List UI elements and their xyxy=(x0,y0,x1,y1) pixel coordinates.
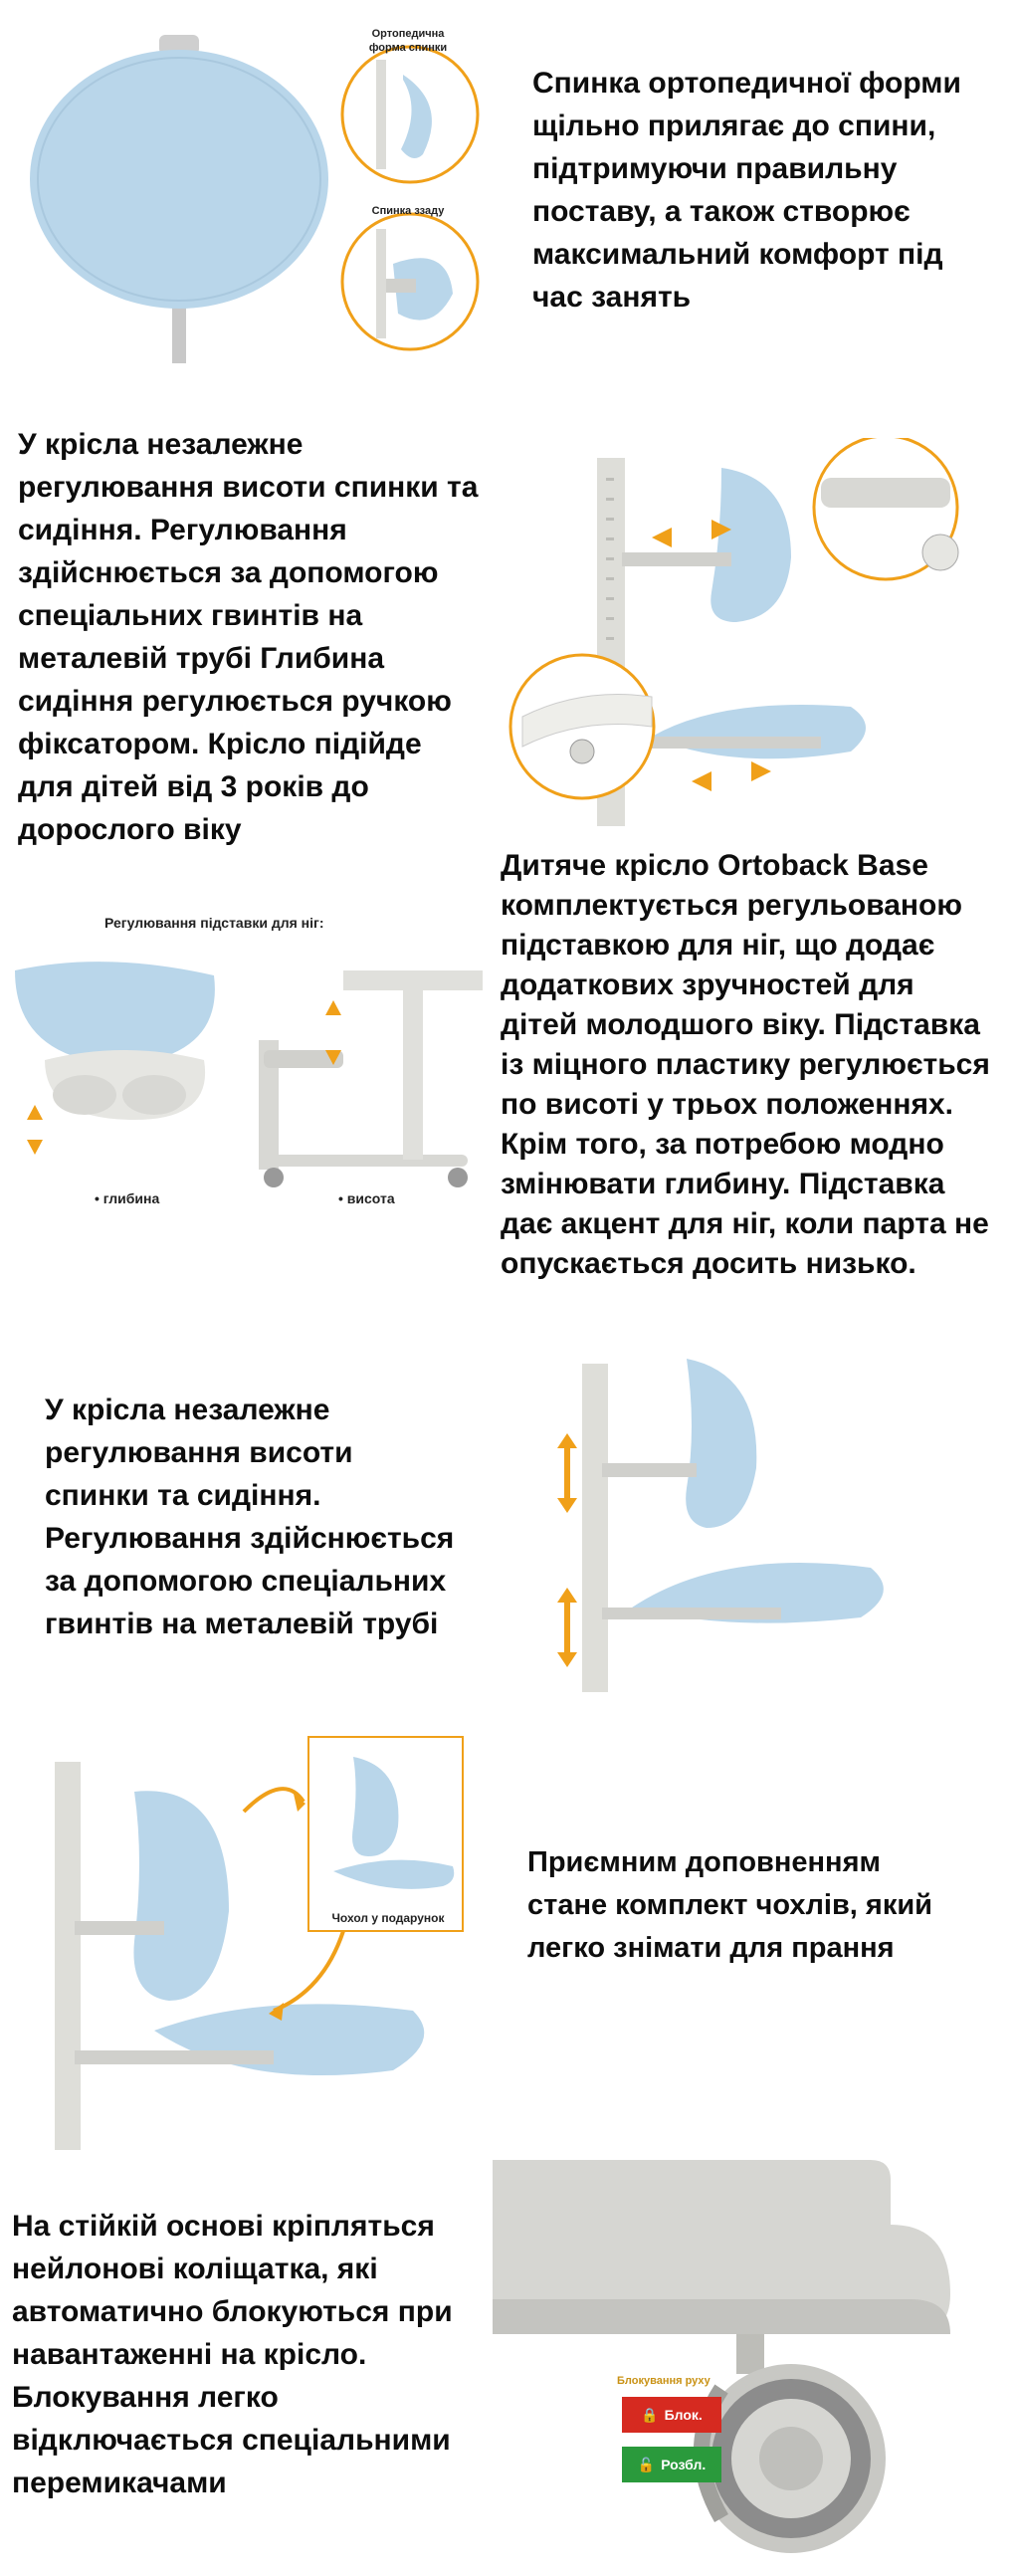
text-line: Спинка ортопедичної форми xyxy=(532,67,961,100)
text-line: фіксатором. Крісло підійде xyxy=(18,728,422,760)
wheels-image xyxy=(493,2160,1010,2568)
text-line: Блокування легко xyxy=(12,2381,279,2414)
wheels-text xyxy=(12,2205,490,2504)
covers-text xyxy=(527,1841,1005,1970)
text-line: На стійкій основі кріпляться xyxy=(12,2210,435,2243)
text-line: регулювання висоти xyxy=(45,1436,353,1469)
text-line: спеціальних гвинтів на xyxy=(18,599,363,632)
text-line: опускається досить низько. xyxy=(501,1247,916,1280)
label-height: • висота xyxy=(338,1190,395,1206)
lock-title: Блокування руху xyxy=(617,2375,710,2387)
text-line: дає акцент для ніг, коли парта не xyxy=(501,1207,989,1240)
text-line: Приємним доповненням xyxy=(527,1846,881,1878)
text-line: додаткових зручностей для xyxy=(501,968,914,1001)
caption-orthopedic: Ортопедична форма спинки xyxy=(368,28,448,54)
text-line: щільно прилягає до спини, xyxy=(532,109,936,142)
footrest-text xyxy=(501,846,1013,1284)
section-wheels xyxy=(0,2160,1015,2576)
padlock-closed-icon: 🔒 xyxy=(641,2406,659,2423)
text-line: нейлонові коліщатка, які xyxy=(12,2253,378,2285)
section-footrest xyxy=(0,846,1015,1334)
text-line: автоматично блокуються при xyxy=(12,2295,453,2328)
section-height-adjust xyxy=(0,398,1015,846)
covers-caption: Чохол у подарунок xyxy=(331,1911,445,1925)
text-line: У крісла незалежне xyxy=(18,428,304,461)
text-line: стане комплект чохлів, який xyxy=(527,1889,933,1921)
text-line: по висоті у трьох положеннях. xyxy=(501,1088,953,1121)
height-adjust-text xyxy=(18,423,496,851)
text-line: навантаженні на крісло. xyxy=(12,2338,367,2371)
section-covers xyxy=(0,1712,1015,2150)
backrest-text xyxy=(532,62,1000,319)
text-line: підставкою для ніг, що додає xyxy=(501,929,935,962)
text-line: сидіння. Регулювання xyxy=(18,514,347,546)
text-line: спинки та сидіння. xyxy=(45,1479,321,1512)
text-line: Крім того, за потребою модно xyxy=(501,1128,944,1161)
text-line: сидіння регулюється ручкою xyxy=(18,685,452,718)
label-depth: • глибина xyxy=(95,1190,160,1206)
text-line: металевій трубі Глибина xyxy=(18,642,385,675)
height-adjust-image xyxy=(503,438,1000,826)
text-line: із міцного пластику регулюється xyxy=(501,1048,990,1081)
text-line: гвинтів на металевій трубі xyxy=(45,1608,439,1640)
text-line: підтримуючи правильну xyxy=(532,152,898,185)
backrest-image xyxy=(10,15,488,373)
text-line: змінювати глибину. Підставка xyxy=(501,1168,945,1200)
text-line: відключається спеціальними xyxy=(12,2424,451,2457)
text-line: У крісла незалежне xyxy=(45,1394,330,1426)
text-line: час занять xyxy=(532,281,692,314)
lock-label: Блок. xyxy=(664,2407,703,2423)
text-line: за допомогою спеціальних xyxy=(45,1565,447,1598)
padlock-open-icon: 🔓 xyxy=(637,2456,656,2472)
text-line: поставу, а також створює xyxy=(532,195,911,228)
text-line: здійснюється за допомогою xyxy=(18,556,439,589)
screws-text xyxy=(45,1389,493,1645)
text-line: комплектується регульованою xyxy=(501,889,962,922)
text-line: легко знімати для прання xyxy=(527,1932,895,1964)
text-line: для дітей від 3 років до xyxy=(18,770,369,803)
caption-back-view: Спинка ззаду xyxy=(371,205,445,217)
text-line: дорослого віку xyxy=(18,813,242,846)
text-line: дітей молодшого віку. Підставка xyxy=(501,1008,980,1041)
text-line: регулювання висоти спинки та xyxy=(18,471,479,504)
lock-button xyxy=(622,2397,721,2433)
section-backrest xyxy=(0,0,1015,388)
screws-image xyxy=(542,1344,960,1697)
footrest-image xyxy=(5,901,493,1229)
unlock-label: Розбл. xyxy=(661,2457,707,2472)
section-screws xyxy=(0,1344,1015,1702)
text-line: Дитяче крісло Ortoback Base xyxy=(501,849,928,882)
text-line: Регулювання здійснюється xyxy=(45,1522,455,1555)
unlock-button xyxy=(622,2447,721,2482)
covers-image xyxy=(15,1732,468,2150)
footrest-title: Регулювання підставки для ніг: xyxy=(104,915,324,931)
text-line: перемикачами xyxy=(12,2467,227,2499)
text-line: максимальний комфорт під xyxy=(532,238,943,271)
